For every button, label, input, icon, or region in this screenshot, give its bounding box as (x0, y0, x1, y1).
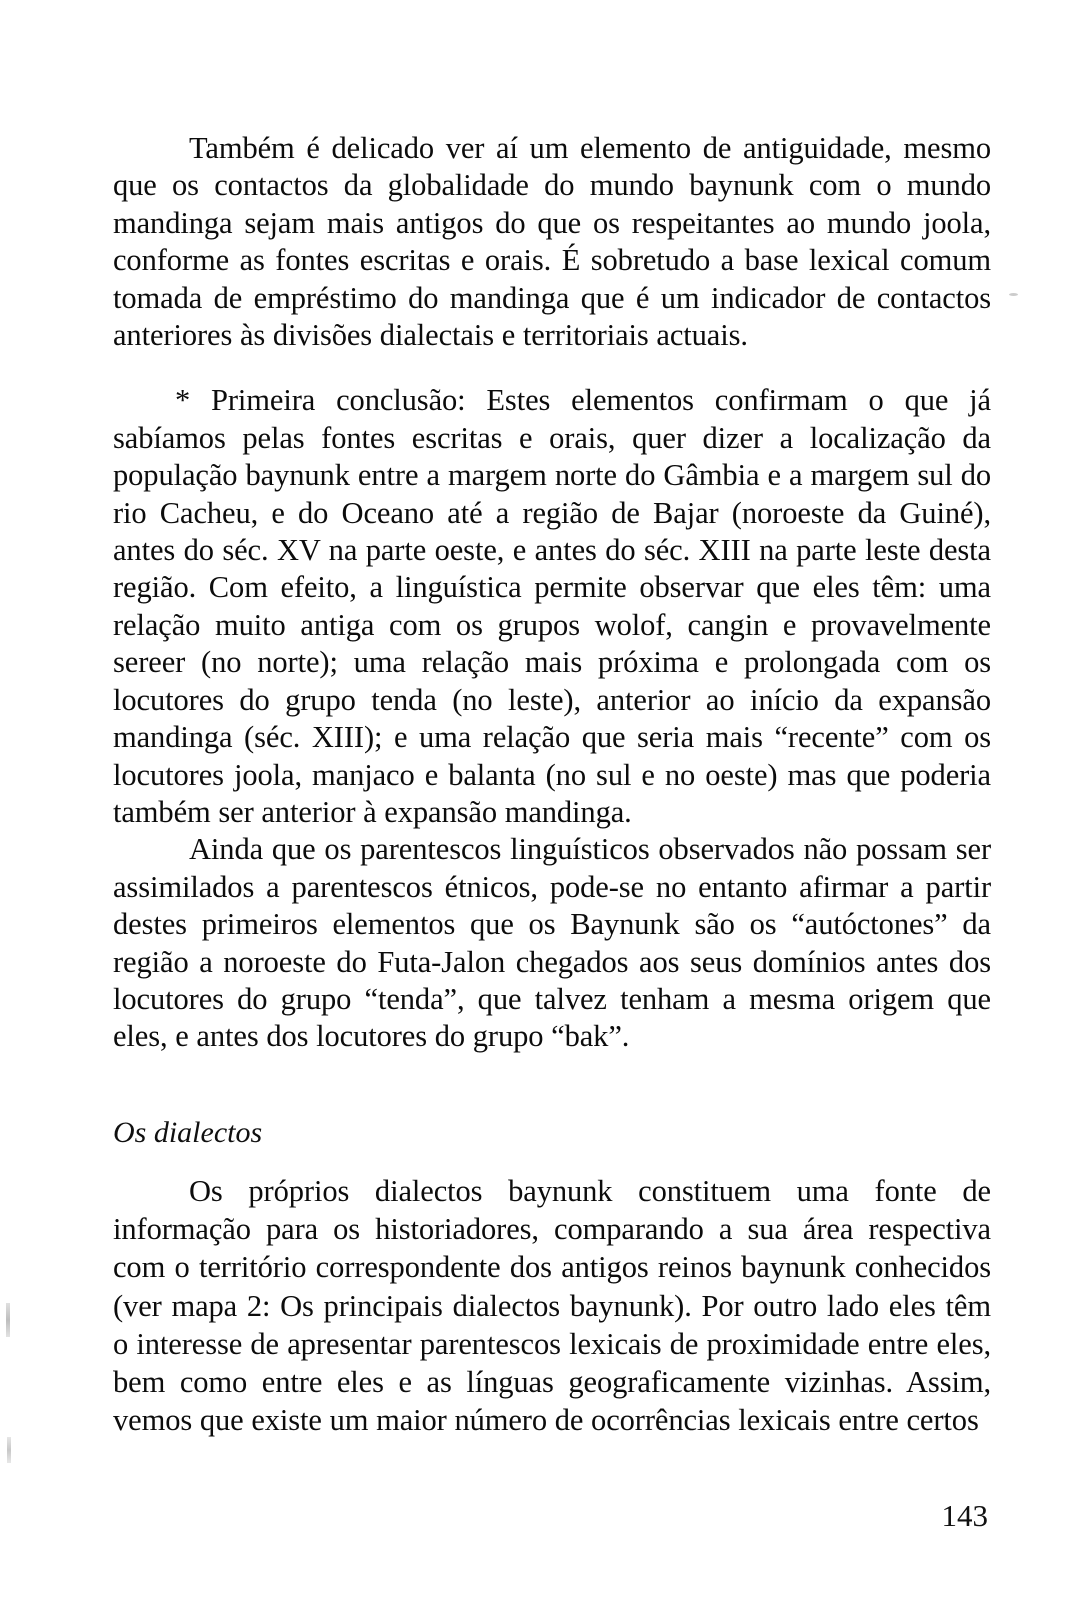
scan-mark-left-margin-lower (7, 1437, 11, 1463)
paragraph-gap (113, 354, 991, 382)
page-number: 143 (941, 1498, 988, 1533)
paragraph-tambem-e-delicado: Também é delicado ver aí um elemento de antiguidade, mesmo que os contactos da globalidade do mundo baynunk com o mundo mandinga sejam mais antigos do que os respeitantes ao mundo joola, conforme as fontes escritas e orais. É sobretudo a base lexical comum tomada de empréstimo do mandinga que é um indicador de contactos anteriores às divisões dialectais e territoriais actuais. (113, 131, 991, 353)
section-heading-os-dialectos: Os dialectos (113, 1116, 263, 1149)
main-text-column (113, 130, 991, 1056)
paragraph-primeira-conclusao: * Primeira conclusão: Estes elementos confirmam o que já sabíamos pelas fontes escritas e orais, quer dizer a localização da população baynunk entre a margem norte do Gâmbia e a margem sul do rio Cacheu, e do Oceano até a região de Bajar (noroeste da Guiné), antes do séc. XV na parte oeste, e antes do séc. XIII na parte leste desta região. Com efeito, a linguística permite observar que eles têm: uma relação muito antiga com os grupos wolof, cangin e provavelmente sereer (no norte); uma relação mais próxima e prolongada com os locutores do grupo tenda (no leste), anterior ao início da expansão mandinga (séc. XIII); e uma relação que seria mais “recente” com os locutores joola, manjaco e balanta (no sul e no oeste) mas que poderia também ser anterior à expansão mandinga. (113, 383, 991, 829)
paragraph-ainda-que: Ainda que os parentescos linguísticos observados não possam ser assimilados a parentescos étnicos, pode-se no entanto afirmar a partir destes primeiros elementos que os Baynunk são os “autóctones” da região a noroeste do Futa-Jalon chegados aos seus domínios antes dos locutores do grupo “tenda”, que talvez tenham a mesma origem que eles, e antes dos locutores do grupo “bak”. (113, 832, 991, 1054)
section-text-column (113, 1172, 991, 1439)
scan-mark-left-margin-upper (6, 1303, 10, 1337)
scan-speck-right-margin (1009, 293, 1018, 296)
paragraph-os-proprios-dialectos: Os próprios dialectos baynunk constituem uma fonte de informação para os historiadores, comparando a sua área respectiva com o território correspondente dos antigos reinos baynunk conhecidos (ver mapa 2: Os principais dialectos baynunk). Por outro lado eles têm o interesse de apresentar parentescos lexicais de proximidade entre eles, bem como entre eles e as línguas geograficamente vizinhas. Assim, vemos que existe um maior número de ocorrências lexicais entre certos (113, 1174, 991, 1438)
